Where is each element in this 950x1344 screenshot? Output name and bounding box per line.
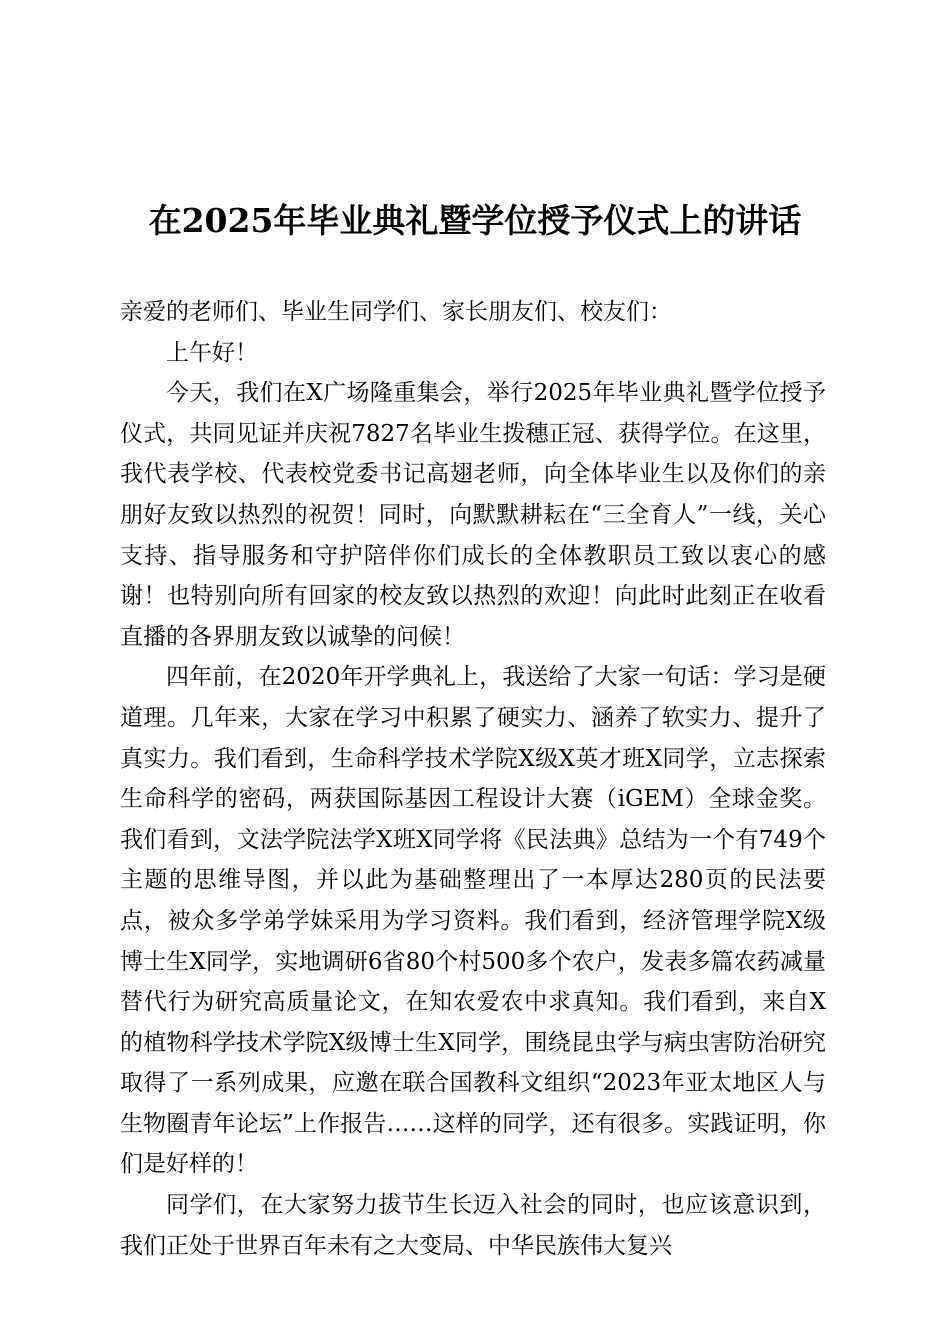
paragraph-achievements: 四年前，在2020年开学典礼上，我送给了大家一句话：学习是硬道理。几年来，大家在学习中积累了硬实力、涵养了软实力、提升了真实力。我们看到，生命科学技术学院X级X英才班X同学，立志探索生命科学的密码，两获国际基因工程设计大赛（iGEM）全球金奖。我们看到，文法学院法学X班X同学将《民法典》总结为一个有749个主题的思维导图，并以此为基础整理出了一本厚达280页的民法要点，被众多学弟学妹采用为学习资料。我们看到，经济管理学院X级博士生X同学，实地调研6省80个村500多个农户，发表多篇农药减量替代行为研究高质量论文，在知农爱农中求真知。我们看到，来自X的植物科学技术学院X级博士生X同学，围绕昆虫学与病虫害防治研究取得了一系列成果，应邀在联合国教科文组织“2023年亚太地区人与生物圈青年论坛”上作报告……这样的同学，还有很多。实践证明，你们是好样的！ (120, 664, 826, 1178)
document-body (120, 292, 826, 1266)
salutation: 亲爱的老师们、毕业生同学们、家长朋友们、校友们： (120, 299, 672, 325)
paragraph-context: 同学们，在大家努力拔节生长迈入社会的同时，也应该意识到，我们正处于世界百年未有之大变局、中华民族伟大复兴 (120, 1192, 826, 1259)
paragraph-opening: 今天，我们在X广场隆重集会，举行2025年毕业典礼暨学位授予仪式，共同见证并庆祝7827名毕业生拨穗正冠、获得学位。在这里，我代表学校、代表校党委书记高翅老师，向全体毕业生以及你们的亲朋好友致以热烈的祝贺！同时，向默默耕耘在“三全育人”一线，关心支持、指导服务和守护陪伴你们成长的全体教职员工致以衷心的感谢！也特别向所有回家的校友致以热烈的欢迎！向此时此刻正在收看直播的各界朋友致以诚挚的问候！ (120, 380, 826, 650)
paragraph-greeting: 上午好！ (166, 339, 258, 366)
document-title: 在2025年毕业典礼暨学位授予仪式上的讲话 (148, 201, 802, 240)
